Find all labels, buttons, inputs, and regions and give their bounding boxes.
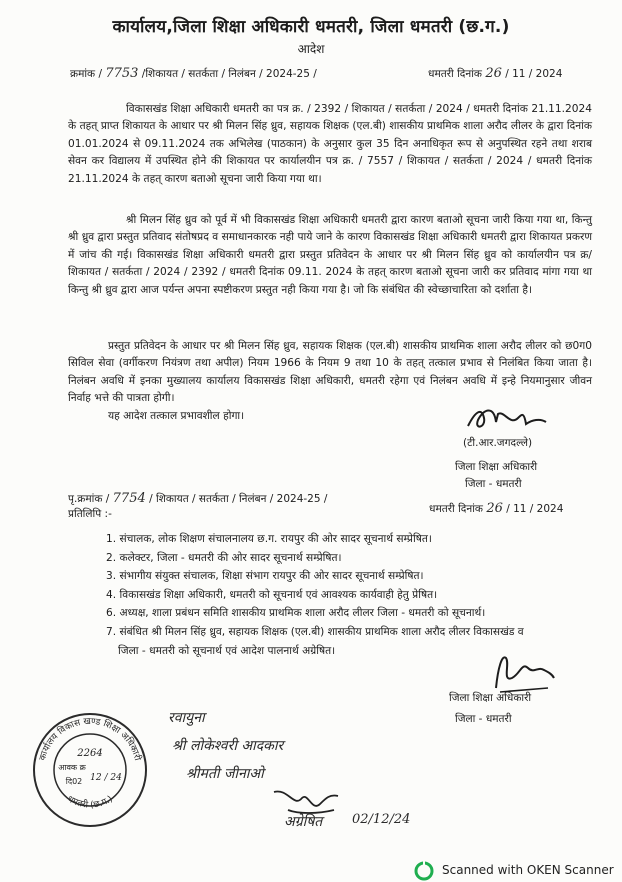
copy-item: 3. संभागीय संयुक्त संचालक, शिक्षा संभाग रायपुर की ओर सादर सूचनार्थ सम्प्रेषित। [106, 570, 424, 583]
officer-2-district: जिला - धमतरी [455, 713, 512, 725]
endorsement-date-rest: / 11 / 2024 [506, 503, 564, 515]
handwritten-note-line-1: रवायुना [168, 710, 205, 726]
copy-list [106, 530, 586, 660]
handwritten-note-line-4: अग्रेषित [284, 814, 323, 830]
office-title: कार्यालय,जिला शिक्षा अधिकारी धमतरी, जिला धमतरी (छ.ग.) [112, 17, 510, 37]
seal-bottom-text: धमतरी (छ.ग.) [65, 794, 115, 811]
order-heading: आदेश [297, 42, 325, 56]
copy-item: 4. विकासखंड शिक्षा अधिकारी, धमतरी को सूचनार्थ एवं आवश्यक कार्यवाही हेतु प्रेषित। [106, 588, 438, 601]
endorsement-code: / शिकायत / सतर्कता / निलंबन / 2024-25 / [149, 493, 328, 505]
seal-date-label: दि02 [65, 777, 83, 786]
paragraph-3: प्रस्तुत प्रतिवेदन के आधार पर श्री मिलन सिंह ध्रुव, सहायक शिक्षक (एल.बी) शासकीय प्राथमिक शाला अरौद लीलर को छ0ग0 सिविल सेवा (वर्गीकरण नियंत्रण तथा अपील) नियम 1966 के नियम 9 तथा 10 के तहत् तत्काल प्रभाव से निलंबित किया जाता है। निलंबन अवधि में इनका मुख्यालय कार्यालय विकासखंड शिक्षा अधिकारी, धमतरी रहेगा एवं निलंबन अवधि में इन्हे नियमानुसार जीवन निर्वाह भत्ते की पात्रता होगी। [68, 340, 592, 405]
reference-code: /शिकायत / सतर्कता / निलंबन / 2024-25 / [141, 68, 317, 80]
reference-number: 7753 [105, 66, 139, 81]
copy-item: 1. संचालक, लोक शिक्षण संचालनालय छ.ग. रायपुर की ओर सादर सूचनार्थ सम्प्रेषित। [106, 533, 432, 545]
endorsement-reference [68, 491, 327, 506]
officer-name: (टी.आर.जगदल्ले) [463, 437, 533, 449]
handwritten-note-line-3: श्रीमती जीनाओ [186, 766, 264, 782]
copy-item: 7. संबंधित श्री मिलन सिंह ध्रुव, सहायक शिक्षक (एल.बी) शासकीय प्राथमिक शाला अरौद लीलर विकासखंड व [106, 625, 524, 638]
paragraph-2: श्री मिलन सिंह ध्रुव को पूर्व में भी विकासखंड शिक्षा अधिकारी धमतरी द्वारा कारण बताओ सूचना जारी किया गया था, किन्तु श्री ध्रुव द्वारा प्रस्तुत प्रतिवाद संतोषप्रद व समाधानकारक नही पाये जाने के कारण विकासखंड शिक्षा अधिकारी धमतरी द्वारा शिकायत प्रकरण में जांच की गई। विकासखंड शिक्षा अधिकारी धमतरी द्वारा प्रस्तुत प्रतिवेदन के आधार पर श्री मिलन सिंह ध्रुव को कार्यालयीन पत्र क्र/शिकायत / सतर्कता / 2024 / 2392 / धमतरी दिनांक 09.11. 2024 के तहत् कारण बताओ सूचना जारी कर प्रतिवाद मांगा गया था किन्तु श्री ध्रुव द्वारा आज पर्यन्त अपना स्पष्टीकरण प्रस्तुत नही किया गया है। जो कि संबंधित की स्वेच्छाचारिता को दर्शाता है। [68, 214, 592, 296]
office-seal [30, 710, 150, 830]
reference-prefix: क्रमांक / [70, 68, 103, 80]
copy-label: प्रतिलिपि :- [68, 508, 112, 520]
seal-inward-label: आवक क्र [58, 763, 86, 772]
endorsement-date-label: धमतरी दिनांक [429, 503, 483, 515]
officer-district: जिला - धमतरी [465, 478, 522, 490]
copy-item: 6. अध्यक्ष, शाला प्रबंधन समिति शासकीय प्राथमिक शाला अरौद लीलर जिला - धमतरी को सूचनार्थ। [106, 607, 486, 620]
paragraph-4: यह आदेश तत्काल प्रभावशील होगा। [108, 410, 245, 422]
scanner-logo-icon [414, 861, 434, 881]
order-date-rest: / 11 / 2024 [505, 68, 563, 80]
endorsement-date [429, 501, 563, 516]
officer-signature-1 [462, 400, 552, 436]
order-date-day: 26 [485, 66, 502, 81]
order-date [428, 66, 562, 81]
order-date-label: धमतरी दिनांक [428, 68, 482, 80]
endorsement-number: 7754 [112, 491, 146, 506]
seal-top-text: कार्यालय विकास खण्ड शिक्षा अधिकारी [37, 716, 142, 762]
endorsement-date-day: 26 [486, 501, 503, 516]
officer-designation: जिला शिक्षा अधिकारी [455, 461, 538, 473]
paragraph-1: विकासखंड शिक्षा अधिकारी धमतरी का पत्र क्र. / 2392 / शिकायत / सतर्कता / 2024 / धमतरी दिनांक 21.11.2024 के तहत् प्राप्त शिकायत के आधार पर श्री मिलन सिंह ध्रुव, सहायक शिक्षक (एल.बी) शासकीय प्राथमिक शाला अरौद लीलर के द्वारा दिनांक 01.01.2024 से 09.11.2024 तक अभिलेख (पाठकान) के अनुसार कुल 35 दिन अनाधिकृत रूप से अनुपस्थित रहने तथा शराब सेवन कर विद्यालय में उपस्थित होने की शिकायत पर कार्यालयीन पत्र क्र. / 7557 / शिकायत / सतर्कता / 2024 / धमतरी दिनांक 21.11.2024 के तहत् कारण बताओ सूचना जारी किया गया था। [68, 103, 592, 185]
officer-2-designation: जिला शिक्षा अधिकारी [449, 692, 532, 704]
seal-date-values: 12 / 24 [90, 773, 122, 783]
handwritten-note-date: 02/12/24 [352, 812, 411, 827]
handwritten-note-line-2: श्री लोकेश्वरी आदकार [172, 738, 284, 754]
seal-inward-no: 2264 [77, 748, 103, 759]
endorsement-prefix: पृ.क्रमांक / [68, 493, 110, 505]
scanner-watermark-text: Scanned with OKEN Scanner [442, 863, 614, 877]
order-reference [70, 66, 317, 81]
copy-item: 2. कलेक्टर, जिला - धमतरी की ओर सादर सूचनार्थ सम्प्रेषित। [106, 551, 342, 564]
copy-item-continuation: जिला - धमतरी को सूचनार्थ एवं आदेश पालनार्थ अग्रेषित। [118, 644, 336, 657]
